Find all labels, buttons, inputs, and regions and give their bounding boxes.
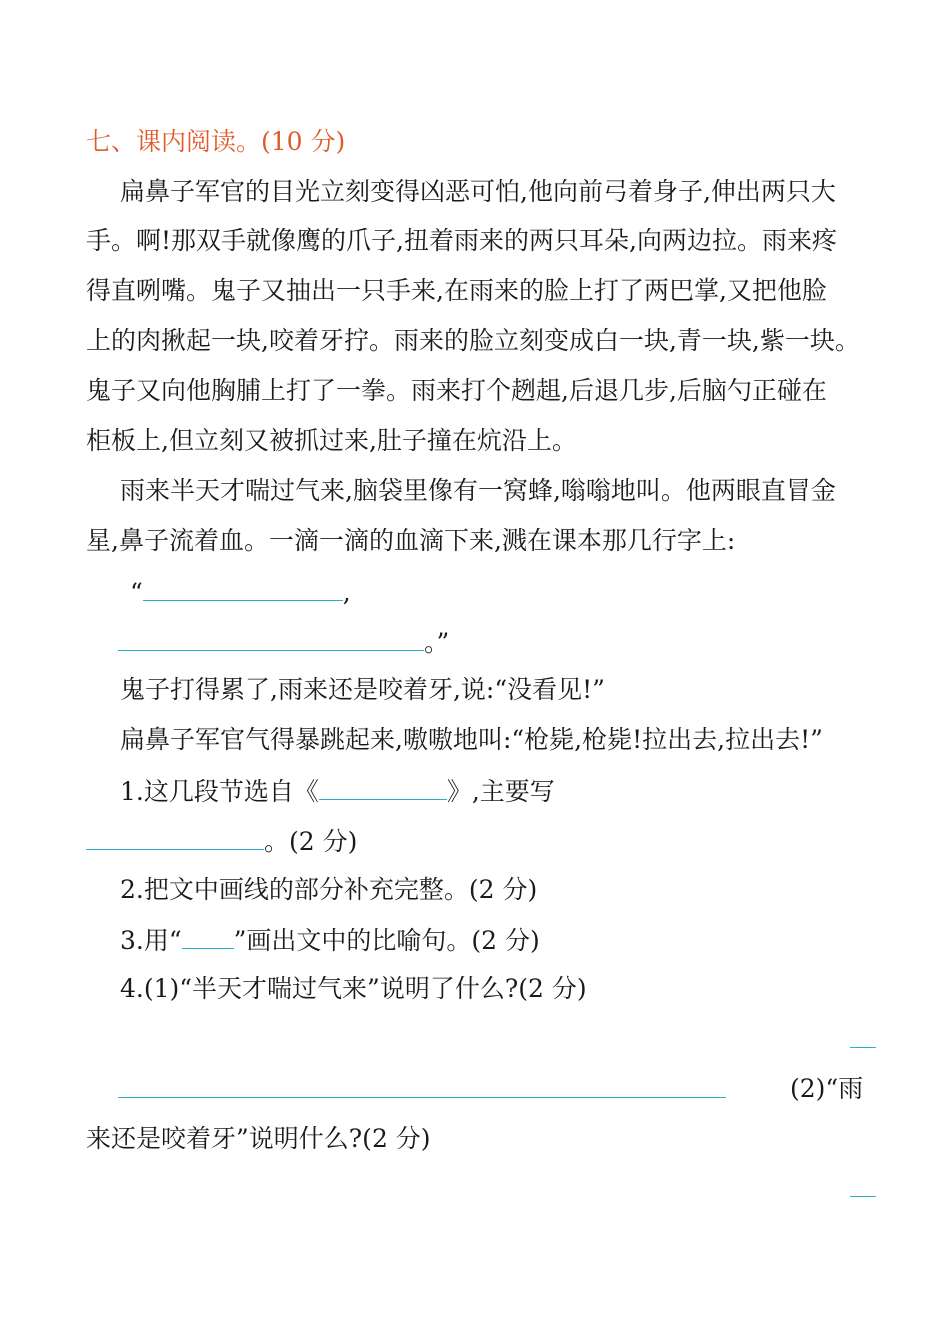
passage-line: 星,鼻子流着血。一滴一滴的血滴下来,溅在课本那几行字上: (86, 526, 736, 555)
answer-line-4-1[interactable] (118, 1097, 726, 1098)
passage-line: 雨来半天才喘过气来,脑袋里像有一窝蜂,嗡嗡地叫。他两眼直冒金 (120, 476, 836, 505)
answer-line-4-1-start[interactable] (850, 1047, 876, 1048)
book-title-blank[interactable] (319, 773, 447, 800)
passage-line: 手。啊!那双手就像鹰的爪子,扭着雨来的两只耳朵,向两边拉。雨来疼 (86, 226, 837, 255)
quote-comma: , (342, 578, 351, 607)
passage-line: 鬼子打得累了,雨来还是咬着牙,说:“没看见!” (120, 675, 605, 704)
question-1-middle: 》,主要写 (446, 777, 555, 806)
question-4-1: 4.(1)“半天才喘过气来”说明了什么?(2 分) (120, 974, 587, 1003)
quote-blank-2[interactable] (118, 624, 424, 651)
passage-line: 柜板上,但立刻又被抓过来,肚子撞在炕沿上。 (86, 426, 577, 455)
question-1 (120, 773, 555, 809)
passage-line: 扁鼻子军官气得暴跳起来,嗷嗷地叫:“枪毙,枪毙!拉出去,拉出去!” (120, 725, 823, 754)
question-3 (120, 922, 540, 958)
quote-line-2 (118, 624, 449, 660)
passage-line: 鬼子又向他胸脯上打了一拳。雨来打个趔趄,后退几步,后脑勺正碰在 (86, 376, 827, 405)
passage-line: 上的肉揪起一块,咬着牙拧。雨来的脸立刻变成白一块,青一块,紫一块。 (86, 326, 860, 355)
question-3-prefix: 3.用“ (120, 926, 182, 955)
question-4-2: 来还是咬着牙”说明什么?(2 分) (86, 1124, 431, 1153)
passage-line: 扁鼻子军官的目光立刻变得凶恶可怕,他向前弓着身子,伸出两只大 (120, 177, 836, 206)
question-1-score: 。(2 分) (264, 827, 358, 856)
answer-line-4-2-start[interactable] (850, 1196, 876, 1197)
quote-close-mark: 。” (424, 628, 450, 657)
question-1-prefix: 1.这几段节选自《 (120, 777, 319, 806)
main-content-blank[interactable] (86, 823, 264, 850)
question-2: 2.把文中画线的部分补充完整。(2 分) (120, 875, 538, 904)
underline-sample (182, 922, 234, 949)
question-3-suffix: ”画出文中的比喻句。(2 分) (233, 926, 540, 955)
quote-open-mark: “ (130, 578, 143, 607)
section-heading: 七、课内阅读。(10 分) (86, 127, 346, 156)
question-4-2-start: (2)“雨 (790, 1074, 864, 1103)
quote-line-1 (130, 574, 351, 610)
passage-line: 得直咧嘴。鬼子又抽出一只手来,在雨来的脸上打了两巴掌,又把他脸 (86, 276, 827, 305)
quote-blank-1[interactable] (143, 574, 343, 601)
question-1-cont (86, 823, 357, 859)
